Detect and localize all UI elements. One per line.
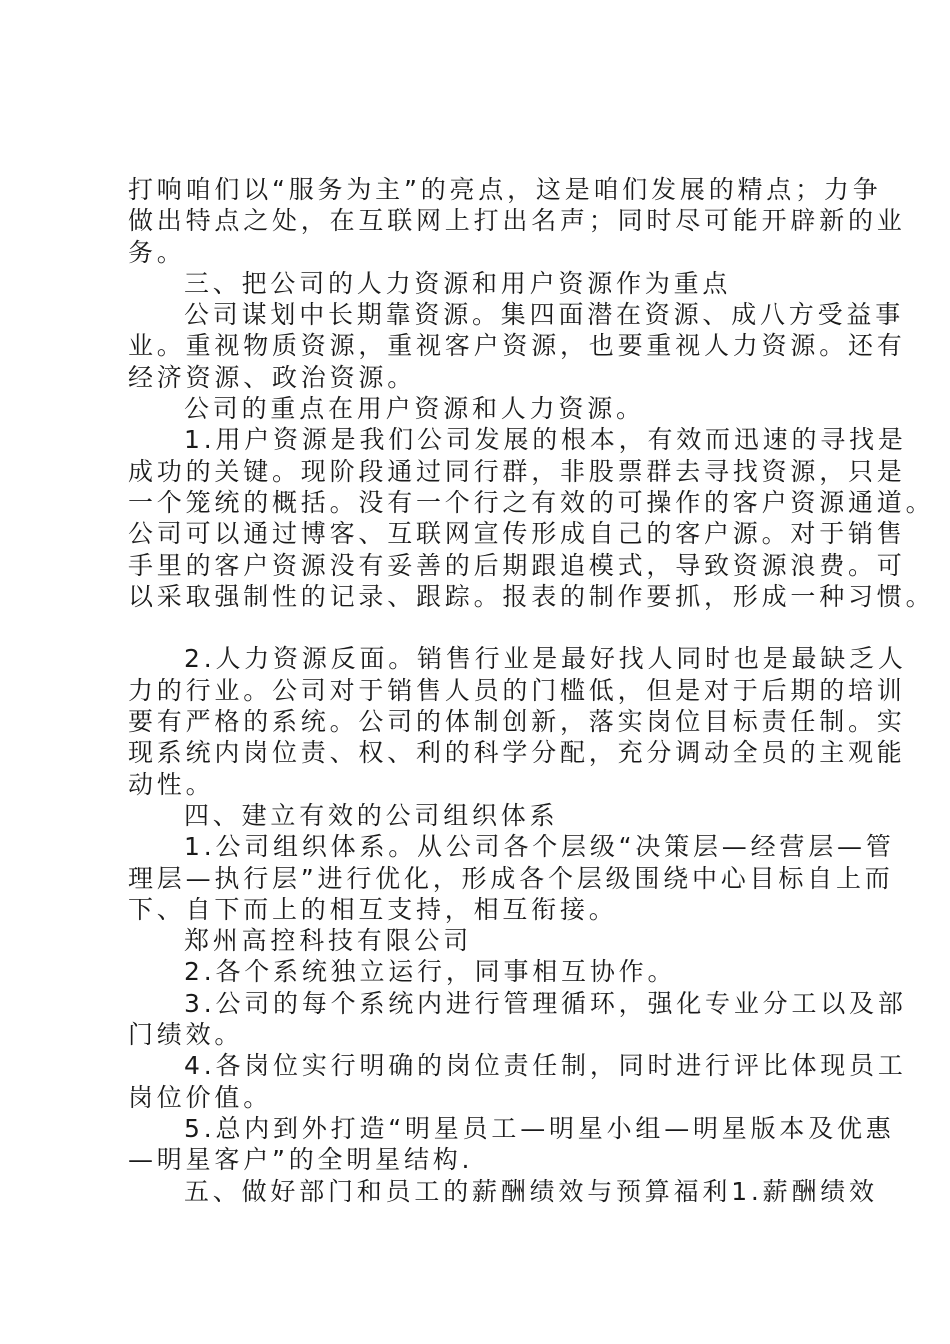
text-line: —明星客户”的全明星结构. — [128, 1145, 474, 1175]
text-line: 1.公司组织体系。从公司各个层级“决策层—经营层—管 — [184, 832, 895, 862]
text-line: 4.各岗位实行明确的岗位责任制，同时进行评比体现员工 — [184, 1051, 907, 1081]
text-line: 岗位价值。 — [128, 1082, 273, 1112]
text-line: 动性。 — [128, 769, 215, 799]
document-body — [128, 174, 935, 1207]
blank-line — [128, 612, 832, 643]
text-line: 业。重视物质资源，重视客户资源，也要重视人力资源。还有 — [128, 331, 906, 361]
text-line: 5.总内到外打造“明星员工—明星小组—明星版本及优惠 — [184, 1113, 895, 1143]
text-line: 经济资源、政治资源。 — [128, 362, 417, 392]
section-heading-4: 四、建立有效的公司组织体系 — [184, 800, 559, 830]
text-line: 要有严格的系统。公司的体制创新，落实岗位目标责任制。实 — [128, 707, 906, 737]
text-line: 一个笼统的概括。没有一个行之有效的可操作的客户资源通道。 — [128, 487, 935, 517]
text-line: 以采取强制性的记录、跟踪。报表的制作要抓，形成一种习惯。 — [128, 581, 935, 611]
text-line: 力的行业。公司对于销售人员的门槛低，但是对于后期的培训 — [128, 675, 906, 705]
section-heading-5: 五、做好部门和员工的薪酬绩效与预算福利1.薪酬绩效 — [184, 1176, 878, 1206]
section-heading-3: 三、把公司的人力资源和用户资源作为重点 — [184, 268, 732, 298]
text-line: 公司可以通过博客、互联网宣传形成自己的客户源。对于销售 — [128, 519, 906, 549]
text-line: 3.公司的每个系统内进行管理循环，强化专业分工以及部 — [184, 988, 907, 1018]
text-line: 手里的客户资源没有妥善的后期跟追模式，导致资源浪费。可 — [128, 550, 906, 580]
text-line: 打响咱们以“服务为主”的亮点，这是咱们发展的精点；力争 — [128, 175, 882, 204]
text-line: 1.用户资源是我们公司发展的根本，有效而迅速的寻找是 — [184, 425, 907, 455]
text-line: 下、自下而上的相互支持，相互衔接。 — [128, 894, 618, 924]
text-line: 2.人力资源反面。销售行业是最好找人同时也是最缺乏人 — [184, 644, 907, 674]
text-line: 成功的关键。现阶段通过同行群，非股票群去寻找资源，只是 — [128, 456, 906, 486]
text-line: 做出特点之处，在互联网上打出名声；同时尽可能开辟新的业 — [128, 206, 906, 236]
text-line: 现系统内岗位责、权、利的科学分配，充分调动全员的主观能 — [128, 738, 906, 768]
text-line: 务。 — [128, 237, 186, 267]
text-line: 门绩效。 — [128, 1020, 244, 1050]
text-line: 2.各个系统独立运行，同事相互协作。 — [184, 957, 677, 987]
company-name: 郑州高控科技有限公司 — [184, 926, 473, 956]
text-line: 理层—执行层”进行优化，形成各个层级围绕中心目标自上而 — [128, 863, 894, 893]
text-line: 公司谋划中长期靠资源。集四面潜在资源、成八方受益事 — [184, 300, 905, 330]
text-line: 公司的重点在用户资源和人力资源。 — [184, 394, 645, 424]
